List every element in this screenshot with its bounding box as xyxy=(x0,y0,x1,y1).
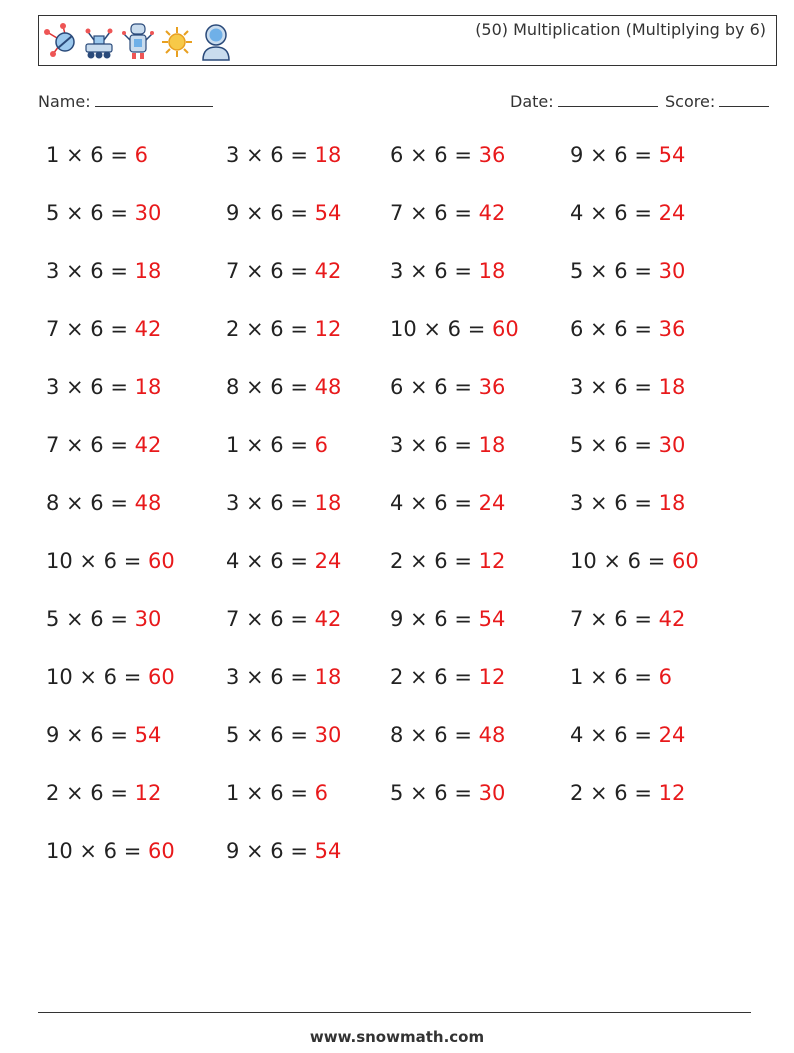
problem-cell xyxy=(226,607,341,631)
problem-question: 1 × 6 = xyxy=(46,143,135,167)
problem-question: 3 × 6 = xyxy=(46,375,135,399)
problem-cell xyxy=(570,143,685,167)
problem-question: 3 × 6 = xyxy=(46,259,135,283)
problem-cell xyxy=(226,549,341,573)
problem-cell xyxy=(390,433,505,457)
problem-cell xyxy=(226,839,341,863)
problem-question: 1 × 6 = xyxy=(226,781,315,805)
date-blank[interactable] xyxy=(558,92,658,107)
icon-strip xyxy=(43,20,233,62)
problem-question: 4 × 6 = xyxy=(390,491,479,515)
problem-answer: 42 xyxy=(134,433,162,457)
problem-answer: 6 xyxy=(314,781,328,805)
problem-answer: 36 xyxy=(658,317,686,341)
problem-cell xyxy=(226,317,341,341)
problem-answer: 12 xyxy=(658,781,686,805)
problem-question: 5 × 6 = xyxy=(390,781,479,805)
problem-cell xyxy=(390,549,505,573)
problem-answer: 36 xyxy=(478,143,506,167)
problem-answer: 24 xyxy=(478,491,506,515)
problem-answer: 6 xyxy=(134,143,148,167)
problem-question: 9 × 6 = xyxy=(226,839,315,863)
problem-answer: 60 xyxy=(147,549,175,573)
problem-cell xyxy=(226,259,341,283)
problem-cell xyxy=(46,375,161,399)
problem-cell xyxy=(226,723,341,747)
problem-question: 3 × 6 = xyxy=(226,143,315,167)
problem-answer: 18 xyxy=(658,491,686,515)
problem-question: 3 × 6 = xyxy=(390,433,479,457)
problem-question: 8 × 6 = xyxy=(226,375,315,399)
problem-cell xyxy=(390,781,505,805)
problem-answer: 48 xyxy=(478,723,506,747)
problem-question: 10 × 6 = xyxy=(46,549,148,573)
problem-cell xyxy=(390,665,505,689)
problem-question: 7 × 6 = xyxy=(570,607,659,631)
problem-cell xyxy=(390,491,505,515)
problem-answer: 60 xyxy=(147,839,175,863)
problem-question: 3 × 6 = xyxy=(226,491,315,515)
problem-question: 6 × 6 = xyxy=(570,317,659,341)
problem-cell xyxy=(570,433,685,457)
date-field xyxy=(510,92,658,111)
problem-question: 3 × 6 = xyxy=(570,491,659,515)
problem-answer: 6 xyxy=(314,433,328,457)
problem-answer: 54 xyxy=(314,201,342,225)
problem-answer: 18 xyxy=(134,259,162,283)
info-row xyxy=(38,92,770,116)
problem-question: 6 × 6 = xyxy=(390,143,479,167)
problem-question: 10 × 6 = xyxy=(46,665,148,689)
problem-question: 7 × 6 = xyxy=(390,201,479,225)
problem-question: 5 × 6 = xyxy=(570,433,659,457)
problem-question: 6 × 6 = xyxy=(390,375,479,399)
problem-cell xyxy=(570,549,699,573)
problem-answer: 18 xyxy=(314,665,342,689)
problem-cell xyxy=(46,143,148,167)
rover-icon xyxy=(82,20,116,62)
problem-answer: 18 xyxy=(478,259,506,283)
problem-cell xyxy=(226,375,341,399)
problem-answer: 42 xyxy=(314,607,342,631)
problem-cell xyxy=(46,665,175,689)
problem-cell xyxy=(226,781,328,805)
problem-answer: 18 xyxy=(658,375,686,399)
problem-cell xyxy=(390,143,505,167)
date-label: Date: xyxy=(510,92,554,111)
problem-cell xyxy=(570,201,685,225)
problem-question: 3 × 6 = xyxy=(226,665,315,689)
problem-question: 7 × 6 = xyxy=(46,317,135,341)
problem-answer: 54 xyxy=(658,143,686,167)
problem-answer: 54 xyxy=(134,723,162,747)
problem-question: 3 × 6 = xyxy=(570,375,659,399)
problem-answer: 18 xyxy=(478,433,506,457)
footer-site: www.snowmath.com xyxy=(309,1028,485,1046)
problem-question: 4 × 6 = xyxy=(570,201,659,225)
problem-question: 9 × 6 = xyxy=(46,723,135,747)
problem-question: 10 × 6 = xyxy=(46,839,148,863)
satellite-icon xyxy=(43,20,77,62)
problem-question: 5 × 6 = xyxy=(570,259,659,283)
problem-answer: 18 xyxy=(134,375,162,399)
problem-question: 7 × 6 = xyxy=(46,433,135,457)
sun-icon xyxy=(160,20,194,62)
problem-answer: 12 xyxy=(478,665,506,689)
problem-question: 8 × 6 = xyxy=(46,491,135,515)
problem-cell xyxy=(46,317,161,341)
problem-question: 1 × 6 = xyxy=(226,433,315,457)
problem-cell xyxy=(46,839,175,863)
problem-answer: 36 xyxy=(478,375,506,399)
problem-answer: 60 xyxy=(491,317,519,341)
problem-cell xyxy=(570,665,672,689)
problem-cell xyxy=(226,433,328,457)
problem-answer: 30 xyxy=(134,607,162,631)
problem-question: 2 × 6 = xyxy=(226,317,315,341)
problem-answer: 48 xyxy=(314,375,342,399)
problem-question: 10 × 6 = xyxy=(390,317,492,341)
score-blank[interactable] xyxy=(719,92,769,107)
problem-question: 2 × 6 = xyxy=(570,781,659,805)
problem-answer: 30 xyxy=(314,723,342,747)
problem-cell xyxy=(570,723,685,747)
problem-cell xyxy=(46,549,175,573)
problem-cell xyxy=(226,491,341,515)
problem-cell xyxy=(46,433,161,457)
problem-question: 9 × 6 = xyxy=(390,607,479,631)
problem-cell xyxy=(46,201,161,225)
problem-cell xyxy=(390,607,505,631)
problem-question: 5 × 6 = xyxy=(46,201,135,225)
problem-answer: 48 xyxy=(134,491,162,515)
problem-cell xyxy=(390,201,505,225)
problem-question: 2 × 6 = xyxy=(390,549,479,573)
problem-cell xyxy=(226,665,341,689)
problem-cell xyxy=(570,781,685,805)
problem-answer: 42 xyxy=(478,201,506,225)
problem-answer: 24 xyxy=(314,549,342,573)
problem-cell xyxy=(226,201,341,225)
problem-answer: 12 xyxy=(478,549,506,573)
problem-answer: 42 xyxy=(658,607,686,631)
score-label: Score: xyxy=(665,92,716,111)
problem-answer: 30 xyxy=(478,781,506,805)
problem-answer: 30 xyxy=(658,433,686,457)
problem-answer: 18 xyxy=(314,143,342,167)
problem-question: 1 × 6 = xyxy=(570,665,659,689)
problem-question: 5 × 6 = xyxy=(226,723,315,747)
name-blank[interactable] xyxy=(95,92,213,107)
header-box xyxy=(38,15,777,66)
problem-question: 2 × 6 = xyxy=(46,781,135,805)
problem-question: 4 × 6 = xyxy=(226,549,315,573)
robot-icon xyxy=(121,20,155,62)
problem-cell xyxy=(46,607,161,631)
problem-question: 8 × 6 = xyxy=(390,723,479,747)
problem-question: 9 × 6 = xyxy=(226,201,315,225)
score-field xyxy=(665,92,769,111)
problem-cell xyxy=(46,491,161,515)
footer-divider xyxy=(38,1012,751,1013)
problem-answer: 18 xyxy=(314,491,342,515)
problem-question: 7 × 6 = xyxy=(226,259,315,283)
problem-cell xyxy=(390,317,519,341)
problem-answer: 42 xyxy=(134,317,162,341)
problem-answer: 24 xyxy=(658,201,686,225)
problem-question: 5 × 6 = xyxy=(46,607,135,631)
problem-answer: 12 xyxy=(134,781,162,805)
problem-answer: 30 xyxy=(658,259,686,283)
problem-answer: 42 xyxy=(314,259,342,283)
problem-question: 2 × 6 = xyxy=(390,665,479,689)
problem-question: 4 × 6 = xyxy=(570,723,659,747)
problem-question: 10 × 6 = xyxy=(570,549,672,573)
problem-cell xyxy=(390,723,505,747)
problem-cell xyxy=(390,375,505,399)
problem-question: 9 × 6 = xyxy=(570,143,659,167)
problem-cell xyxy=(570,607,685,631)
problem-answer: 24 xyxy=(658,723,686,747)
problem-answer: 30 xyxy=(134,201,162,225)
problem-answer: 60 xyxy=(147,665,175,689)
problem-answer: 12 xyxy=(314,317,342,341)
problem-cell xyxy=(46,723,161,747)
name-label: Name: xyxy=(38,92,91,111)
problem-cell xyxy=(46,259,161,283)
problem-cell xyxy=(570,375,685,399)
problem-answer: 60 xyxy=(671,549,699,573)
problem-cell xyxy=(570,259,685,283)
problem-answer: 54 xyxy=(314,839,342,863)
problem-cell xyxy=(570,317,685,341)
problem-cell xyxy=(570,491,685,515)
name-field xyxy=(38,92,213,111)
problem-question: 3 × 6 = xyxy=(390,259,479,283)
page-title: (50) Multiplication (Multiplying by 6) xyxy=(475,20,766,39)
problem-answer: 54 xyxy=(478,607,506,631)
problem-cell xyxy=(46,781,161,805)
problem-answer: 6 xyxy=(658,665,672,689)
astronaut-icon xyxy=(199,20,233,62)
problem-cell xyxy=(226,143,341,167)
problem-question: 7 × 6 = xyxy=(226,607,315,631)
problem-cell xyxy=(390,259,505,283)
